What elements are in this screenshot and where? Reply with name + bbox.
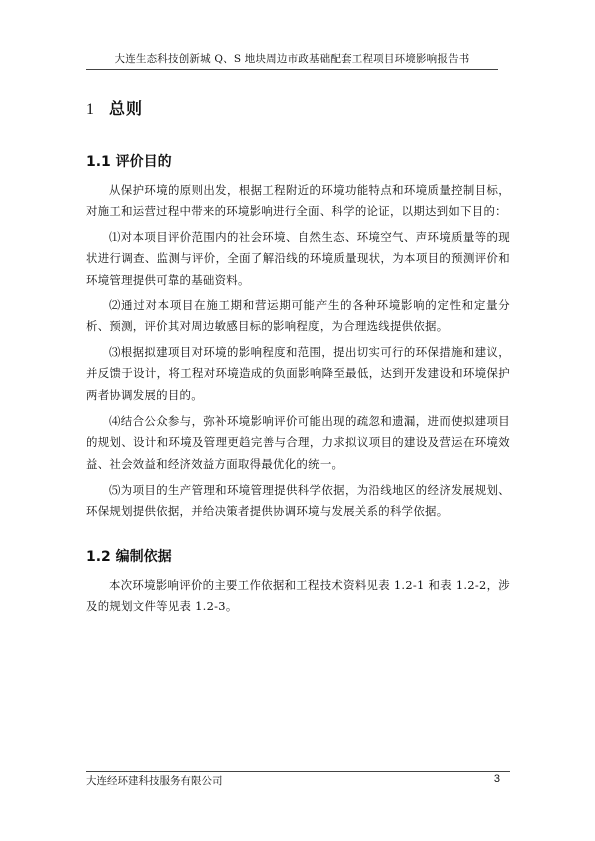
running-header: 大连生态科技创新城 Q、S 地块周边市政基础配套工程项目环境影响报告书 bbox=[86, 52, 498, 70]
paragraph-basis: 本次环境影响评价的主要工作依据和工程技术资料见表 1.2-1 和表 1.2-2，涉及的规划文件等见表 1.2-3。 bbox=[86, 578, 510, 614]
page-number: 3 bbox=[493, 773, 500, 785]
section-heading-1-1: 1.1 评价目的 bbox=[86, 154, 172, 170]
chapter-title: 总则 bbox=[109, 99, 144, 118]
chapter-number: 1 bbox=[86, 101, 95, 118]
paragraph-intro: 从保护环境的原则出发，根据工程附近的环境功能特点和环境质量控制目标，对施工和运营过程中带来的环境影响进行全面、科学的论证，以期达到如下目的： bbox=[86, 183, 510, 219]
page-footer bbox=[86, 771, 510, 788]
paragraph-item-4: ⑷结合公众参与，弥补环境影响评价可能出现的疏忽和遗漏，进而使拟建项目的规划、设计和环境及管理更趋完善与合理，力求拟议项目的建设及营运在环境效益、社会效益和经济效益方面取得最优化的统一。 bbox=[86, 414, 510, 471]
paragraph-item-3: ⑶根据拟建项目对环境的影响程度和范围，提出切实可行的环保措施和建议，并反馈于设计，将工程对环境造成的负面影响降至最低，达到开发建设和环境保护两者协调发展的目的。 bbox=[86, 345, 510, 402]
section-heading-1-2: 1.2 编制依据 bbox=[86, 549, 172, 565]
paragraph-item-5: ⑸为项目的生产管理和环境管理提供科学依据，为沿线地区的经济发展规划、环保规划提供依据，并给决策者提供协调环境与发展关系的科学依据。 bbox=[86, 483, 510, 519]
chapter-heading bbox=[86, 96, 143, 119]
paragraph-item-1: ⑴对本项目评价范围内的社会环境、自然生态、环境空气、声环境质量等的现状进行调查、监测与评价，全面了解沿线的环境质量现状，为本项目的预测评价和环境管理提供可靠的基础资料。 bbox=[86, 230, 510, 287]
paragraph-item-2: ⑵通过对本项目在施工期和营运期可能产生的各种环境影响的定性和定量分析、预测，评价其对周边敏感目标的影响程度，为合理选线提供依据。 bbox=[86, 298, 510, 334]
footer-company: 大连经环建科技服务有限公司 bbox=[86, 775, 223, 787]
